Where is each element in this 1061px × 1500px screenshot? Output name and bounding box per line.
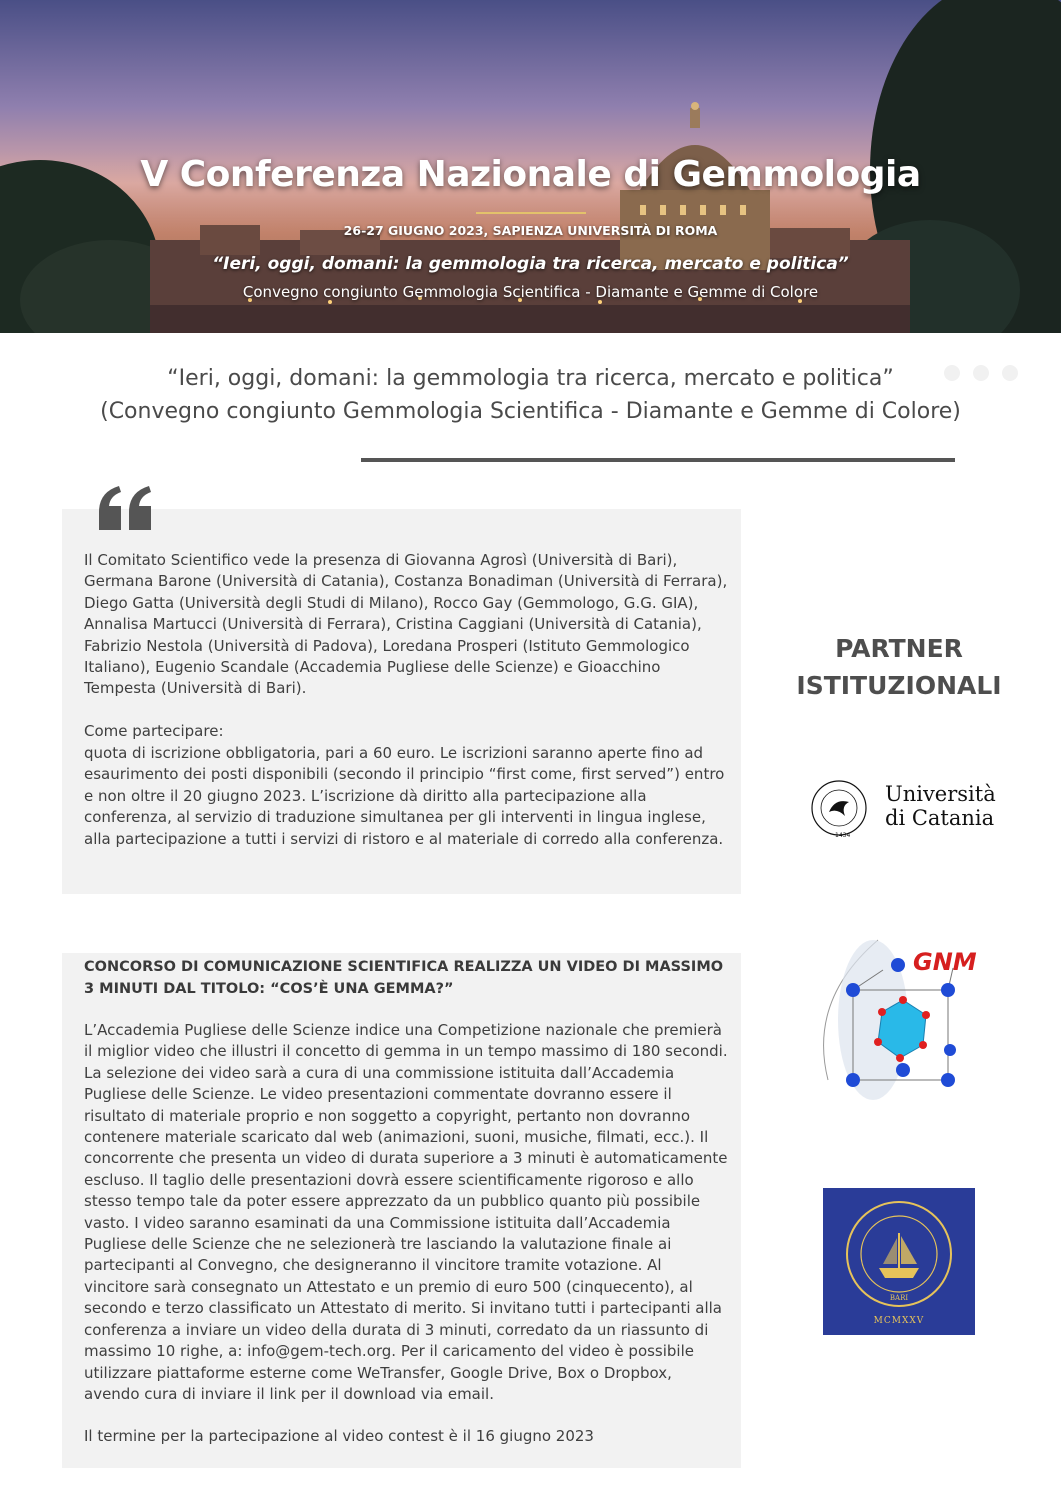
aps-city: BARI	[889, 1294, 909, 1302]
partners-title-line2: ISTITUZIONALI	[796, 671, 1002, 700]
banner-subtitle: Convegno congiunto Gemmologia Scientifica - Diamante e Gemme di Colore	[242, 283, 819, 301]
section-divider	[361, 458, 955, 462]
aps-seal	[823, 1188, 975, 1335]
unict-name-line1: Università	[885, 782, 996, 806]
aps-year: MCMXXV	[873, 1316, 925, 1326]
contest-title: CONCORSO DI COMUNICAZIONE SCIENTIFICA REALIZZA UN VIDEO DI MASSIMO 3 MINUTI DAL TITOLO: “COS’È UNA GEMMA?”	[84, 959, 724, 997]
contest-deadline: Il termine per la partecipazione al video contest è il 16 giugno 2023	[84, 1427, 594, 1445]
contest-body: L’Accademia Pugliese delle Scienze indice una Competizione nazionale che premierà il miglior video che illustri il concetto di gemma in un tempo massimo di 180 secondi. La selezione dei video sarà a cura di una commissione istituita dall’Accademia Pugliese delle Scienze. Le video presentazioni commentate dovranno essere il risultato di materiale proprio e non soggetto a copyright, pertanto non dovranno contenere materiale scaricato dal web (animazioni, suoni, musiche, filmati, ecc.). Il concorrente che presenta un video di durata superiore a 3 minuti è automaticamente escluso. Il taglio delle presentazioni dovrà essere scientificamente rigoroso e allo stesso tempo tale da poter essere apprezzato da un pubblico quanto più possibile vasto. I video saranno esaminati da una Commissione istituita dall’Accademia Pugliese delle Scienze che ne selezionerà tre lasciando la valutazione finale ai partecipanti al Convegno, che designeranno il vincitore tramite votazione. Al vincitore sarà consegnato un Attestato e un premio di euro 500 (cinquecento), al secondo e terzo classificato un Attestato di merito. Si invitano tutti i partecipanti alla conferenza a inviare un video della durata di 3 minuti, corredato da un riassunto di massimo 10 righe, a: info@gem-tech.org. Per il caricamento del video è possibile utilizzare piattaforme esterne come WeTransfer, Google Drive, Box o Dropbox, avendo cura di inviare il link per il download via email.	[84, 1021, 728, 1403]
banner-date-venue: 26-27 GIUGNO 2023, SAPIENZA UNIVERSITÀ DI ROMA	[343, 223, 718, 238]
participation-text: quota di iscrizione obbligatoria, pari a 60 euro. Le iscrizioni saranno aperte fino ad esaurimento dei posti disponibili (secondo il principio “first come, first served”) entro e non oltre il 20 giugno 2023. L’iscrizione dà diritto alla partecipazione alla conferenza, al servizio di traduzione simultanea per gli interventi in lingua inglese, alla partecipazione a tutti i servizi di ristoro e al materiale di corredo alla conferenza.	[84, 744, 725, 848]
banner-motto: “Ieri, oggi, domani: la gemmologia tra ricerca, mercato e politica”	[212, 254, 849, 274]
gnm-logo-text: GNM	[913, 948, 977, 976]
aps-logo	[823, 1188, 975, 1335]
unict-seal-year: 1434	[835, 832, 851, 839]
banner-title: V Conferenza Nazionale di Gemmologia	[140, 154, 921, 195]
unict-name	[885, 782, 996, 830]
gnm-logo	[808, 920, 993, 1115]
headline-line1: “Ieri, oggi, domani: la gemmologia tra ricerca, mercato e politica”	[167, 366, 894, 391]
headline-line2: (Convegno congiunto Gemmologia Scientifica - Diamante e Gemme di Colore)	[100, 399, 961, 424]
decorative-dots	[944, 365, 1031, 385]
banner-rule	[476, 212, 586, 214]
header-banner	[0, 0, 1061, 333]
unict-seal-logo	[805, 778, 875, 840]
committee-text: Il Comitato Scientifico vede la presenza di Giovanna Agrosì (Università di Bari), Germana Barone (Università di Catania), Costanza Bonadiman (Università di Ferrara), Diego Gatta (Università degli Studi di Milano), Rocco Gay (Gemmologo, G.G. GIA), Annalisa Martucci (Università di Ferrara), Cristina Caggiani (Università di Catania), Fabrizio Nestola (Università di Padova), Loredana Prosperi (Istituto Gemmologico Italiano), Eugenio Scandale (Accademia Pugliese delle Scienze) e Gioacchino Tempesta (Università di Bari).	[84, 551, 728, 698]
page-headline	[0, 362, 1061, 428]
participation-heading: Come partecipare:	[84, 722, 224, 740]
quote-icon	[95, 484, 157, 532]
partners-title	[790, 630, 1008, 704]
unict-name-line2: di Catania	[885, 806, 995, 830]
partners-title-line1: PARTNER	[835, 634, 963, 663]
